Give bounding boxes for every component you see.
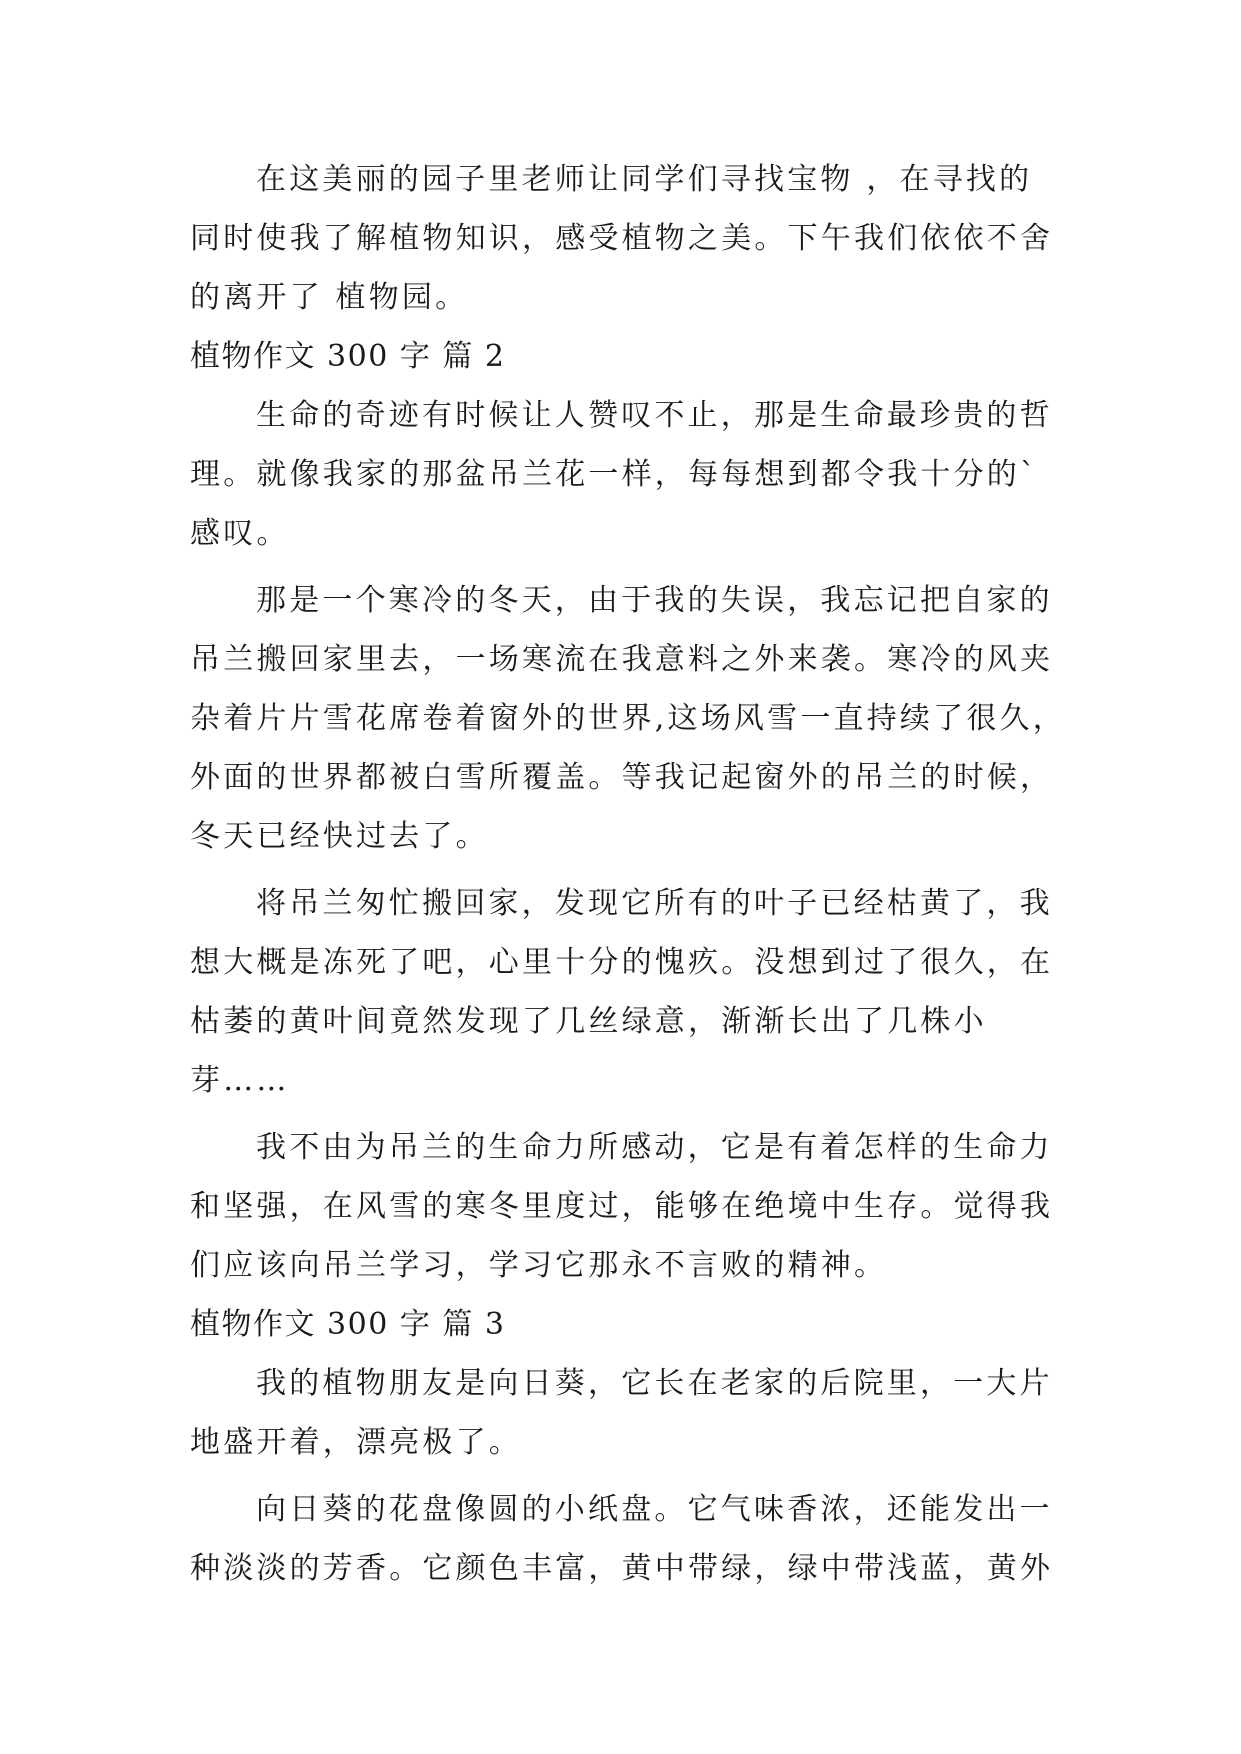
paragraph-line: 外面的世界都被白雪所覆盖。等我记起窗外的吊兰的时候， bbox=[190, 760, 1054, 795]
section-heading-3: 植物作文 300 字 篇 3 bbox=[190, 1307, 506, 1342]
document-page bbox=[190, 150, 1066, 1598]
paragraph-line: 同时使我了解植物知识，感受植物之美。下午我们依依不舍 bbox=[190, 221, 1054, 256]
paragraph-line: 的离开了 植物园。 bbox=[190, 280, 469, 315]
paragraph-line: 在这美丽的园子里老师让同学们寻找宝物 ，在寻找的 bbox=[256, 162, 1033, 197]
paragraph-line: 杂着片片雪花席卷着窗外的世界,这场风雪一直持续了很久， bbox=[190, 701, 1066, 736]
paragraph-line: 将吊兰匆忙搬回家，发现它所有的叶子已经枯黄了，我 bbox=[256, 886, 1053, 921]
paragraph-line: 生命的奇迹有时候让人赞叹不止，那是生命最珍贵的哲 bbox=[256, 398, 1053, 433]
paragraph-line: 和坚强，在风雪的寒冬里度过，能够在绝境中生存。觉得我 bbox=[190, 1189, 1054, 1224]
paragraph-line: 吊兰搬回家里去，一场寒流在我意料之外来袭。寒冷的风夹 bbox=[190, 642, 1054, 677]
paragraph-line: 们应该向吊兰学习，学习它那永不言败的精神。 bbox=[190, 1248, 888, 1283]
paragraph-line: 向日葵的花盘像圆的小纸盘。它气味香浓，还能发出一 bbox=[256, 1492, 1053, 1527]
paragraph-line: 我不由为吊兰的生命力所感动，它是有着怎样的生命力 bbox=[256, 1130, 1053, 1165]
paragraph-line: 感叹。 bbox=[190, 516, 290, 551]
paragraph-line: 那是一个寒冷的冬天，由于我的失误，我忘记把自家的 bbox=[256, 583, 1053, 618]
paragraph-line: 种淡淡的芳香。它颜色丰富，黄中带绿，绿中带浅蓝，黄外 bbox=[190, 1551, 1054, 1586]
paragraph-line: 冬天已经快过去了。 bbox=[190, 819, 489, 854]
paragraph-line: 枯萎的黄叶间竟然发现了几丝绿意，渐渐长出了几株小 bbox=[190, 1004, 987, 1039]
paragraph-line: 想大概是冻死了吧，心里十分的愧疚。没想到过了很久，在 bbox=[190, 945, 1054, 980]
paragraph-line: 我的植物朋友是向日葵，它长在老家的后院里，一大片 bbox=[256, 1366, 1053, 1401]
paragraph-line: 芽…… bbox=[190, 1063, 290, 1098]
paragraph-line: 理。就像我家的那盆吊兰花一样，每每想到都令我十分的` bbox=[190, 457, 1039, 492]
paragraph-line: 地盛开着，漂亮极了。 bbox=[190, 1425, 522, 1460]
section-heading-2: 植物作文 300 字 篇 2 bbox=[190, 339, 506, 374]
